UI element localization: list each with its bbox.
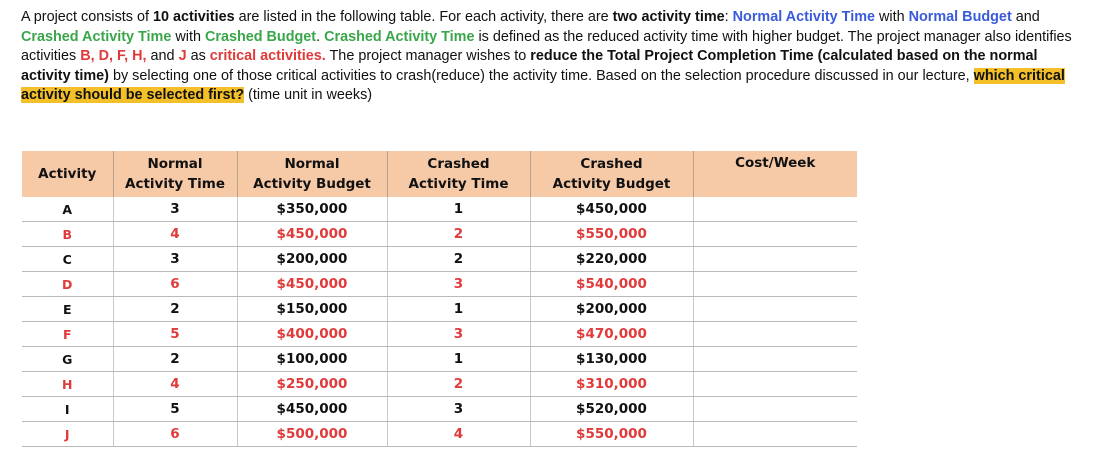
activity-cell: D bbox=[22, 272, 113, 297]
crashed-budget-cell: $450,000 bbox=[530, 197, 693, 222]
cost-week-cell bbox=[693, 322, 857, 347]
normal-budget-cell: $100,000 bbox=[237, 347, 387, 372]
crashed-budget-cell: $550,000 bbox=[530, 222, 693, 247]
table-row bbox=[22, 372, 857, 397]
header-normal-activity-time: Normal Activity Time bbox=[113, 151, 237, 197]
crashed-time-cell: 2 bbox=[387, 247, 530, 272]
table-row bbox=[22, 197, 857, 222]
table-row bbox=[22, 322, 857, 347]
table-row bbox=[22, 247, 857, 272]
table-row bbox=[22, 347, 857, 372]
cost-week-cell bbox=[693, 247, 857, 272]
normal-time-cell: 6 bbox=[113, 422, 237, 447]
reduce-completion-time-phrase: reduce the Total Project Completion Time (calculated based on the normal activity time) bbox=[21, 48, 1038, 84]
question-text: with bbox=[875, 9, 909, 25]
normal-budget-cell: $350,000 bbox=[237, 197, 387, 222]
activity-cell: I bbox=[22, 397, 113, 422]
crashed-time-cell: 3 bbox=[387, 322, 530, 347]
crashed-time-cell: 1 bbox=[387, 347, 530, 372]
question-text: is defined as the reduced activity time with higher budget. The project manager also identifies activities bbox=[21, 28, 1072, 65]
normal-time-cell: 5 bbox=[113, 397, 237, 422]
header-activity: Activity bbox=[22, 151, 113, 197]
normal-budget-cell: $450,000 bbox=[237, 397, 387, 422]
crashed-time-cell: 1 bbox=[387, 197, 530, 222]
question-text: . bbox=[316, 28, 325, 45]
normal-budget-cell: $450,000 bbox=[237, 272, 387, 297]
crashed-budget-cell: $470,000 bbox=[530, 322, 693, 347]
crashed-activity-time-term: Crashed Activity Time bbox=[21, 28, 172, 45]
activity-cell: G bbox=[22, 347, 113, 372]
normal-budget-cell: $450,000 bbox=[237, 222, 387, 247]
cost-week-cell bbox=[693, 397, 857, 422]
table-row bbox=[22, 397, 857, 422]
crashed-budget-cell: $540,000 bbox=[530, 272, 693, 297]
activity-cell: H bbox=[22, 372, 113, 397]
crashed-budget-term: Crashed Budget bbox=[204, 28, 317, 45]
crashed-time-cell: 4 bbox=[387, 422, 530, 447]
table-row bbox=[22, 297, 857, 322]
normal-budget-term: Normal Budget bbox=[908, 9, 1012, 25]
activity-cell: E bbox=[22, 297, 113, 322]
question-paragraph bbox=[21, 8, 1091, 106]
critical-activity-list: B, D, F, H, bbox=[80, 48, 147, 65]
question-text: as bbox=[186, 48, 210, 65]
activity-table bbox=[22, 151, 857, 447]
cost-week-cell bbox=[693, 197, 857, 222]
crashed-budget-cell: $310,000 bbox=[530, 372, 693, 397]
normal-time-cell: 6 bbox=[113, 272, 237, 297]
crashed-time-cell: 2 bbox=[387, 372, 530, 397]
activity-cell: C bbox=[22, 247, 113, 272]
crashed-time-cell: 1 bbox=[387, 297, 530, 322]
normal-time-cell: 2 bbox=[113, 347, 237, 372]
normal-budget-cell: $250,000 bbox=[237, 372, 387, 397]
normal-time-cell: 2 bbox=[113, 297, 237, 322]
crashed-budget-cell: $550,000 bbox=[530, 422, 693, 447]
normal-time-cell: 3 bbox=[113, 247, 237, 272]
activity-cell: F bbox=[22, 322, 113, 347]
cost-week-cell bbox=[693, 222, 857, 247]
time-unit-note: (time unit in weeks) bbox=[244, 87, 373, 104]
question-text: : bbox=[724, 9, 733, 25]
table-row bbox=[22, 222, 857, 247]
crashed-activity-time-term: Crashed Activity Time bbox=[324, 28, 475, 45]
activity-cell: J bbox=[22, 422, 113, 447]
activity-cell: A bbox=[22, 197, 113, 222]
question-text: with bbox=[171, 28, 205, 45]
header-crashed-activity-time: Crashed Activity Time bbox=[387, 151, 530, 197]
crashed-time-cell: 2 bbox=[387, 222, 530, 247]
normal-budget-cell: $400,000 bbox=[237, 322, 387, 347]
normal-time-cell: 4 bbox=[113, 222, 237, 247]
normal-budget-cell: $150,000 bbox=[237, 297, 387, 322]
cost-week-cell bbox=[693, 347, 857, 372]
cost-week-cell bbox=[693, 372, 857, 397]
question-text: are listed in the following table. For each activity, there are bbox=[234, 9, 613, 25]
activity-count: 10 activities bbox=[152, 9, 235, 25]
header-crashed-activity-budget: Crashed Activity Budget bbox=[530, 151, 693, 197]
crashed-time-cell: 3 bbox=[387, 397, 530, 422]
crashed-budget-cell: $220,000 bbox=[530, 247, 693, 272]
normal-budget-cell: $200,000 bbox=[237, 247, 387, 272]
critical-activities-term: critical activities. bbox=[209, 48, 326, 65]
question-text: A project consists of bbox=[21, 9, 153, 25]
cost-week-cell bbox=[693, 272, 857, 297]
question-text: by selecting one of those critical activities to crash(reduce) the activity time. Based on the selection procedure discussed in our lecture, bbox=[108, 67, 974, 84]
normal-activity-time-term: Normal Activity Time bbox=[732, 9, 875, 25]
table-header-row bbox=[22, 151, 857, 197]
crashed-budget-cell: $200,000 bbox=[530, 297, 693, 322]
question-text: The project manager wishes to bbox=[325, 48, 531, 65]
table-row bbox=[22, 272, 857, 297]
activity-cell: B bbox=[22, 222, 113, 247]
crashed-budget-cell: $520,000 bbox=[530, 397, 693, 422]
crashed-time-cell: 3 bbox=[387, 272, 530, 297]
normal-time-cell: 3 bbox=[113, 197, 237, 222]
header-normal-activity-budget: Normal Activity Budget bbox=[237, 151, 387, 197]
cost-week-cell bbox=[693, 297, 857, 322]
cost-week-cell bbox=[693, 422, 857, 447]
normal-time-cell: 5 bbox=[113, 322, 237, 347]
question-text: and bbox=[1011, 9, 1040, 25]
normal-budget-cell: $500,000 bbox=[237, 422, 387, 447]
crashed-budget-cell: $130,000 bbox=[530, 347, 693, 372]
highlighted-question: which critical activity should be selected first? bbox=[21, 67, 1065, 104]
critical-activity-list: J bbox=[178, 48, 187, 65]
header-cost-per-week: Cost/Week bbox=[693, 151, 857, 197]
normal-time-cell: 4 bbox=[113, 372, 237, 397]
table-row bbox=[22, 422, 857, 447]
two-activity-time-term: two activity time bbox=[612, 9, 725, 25]
question-text: and bbox=[146, 48, 179, 65]
